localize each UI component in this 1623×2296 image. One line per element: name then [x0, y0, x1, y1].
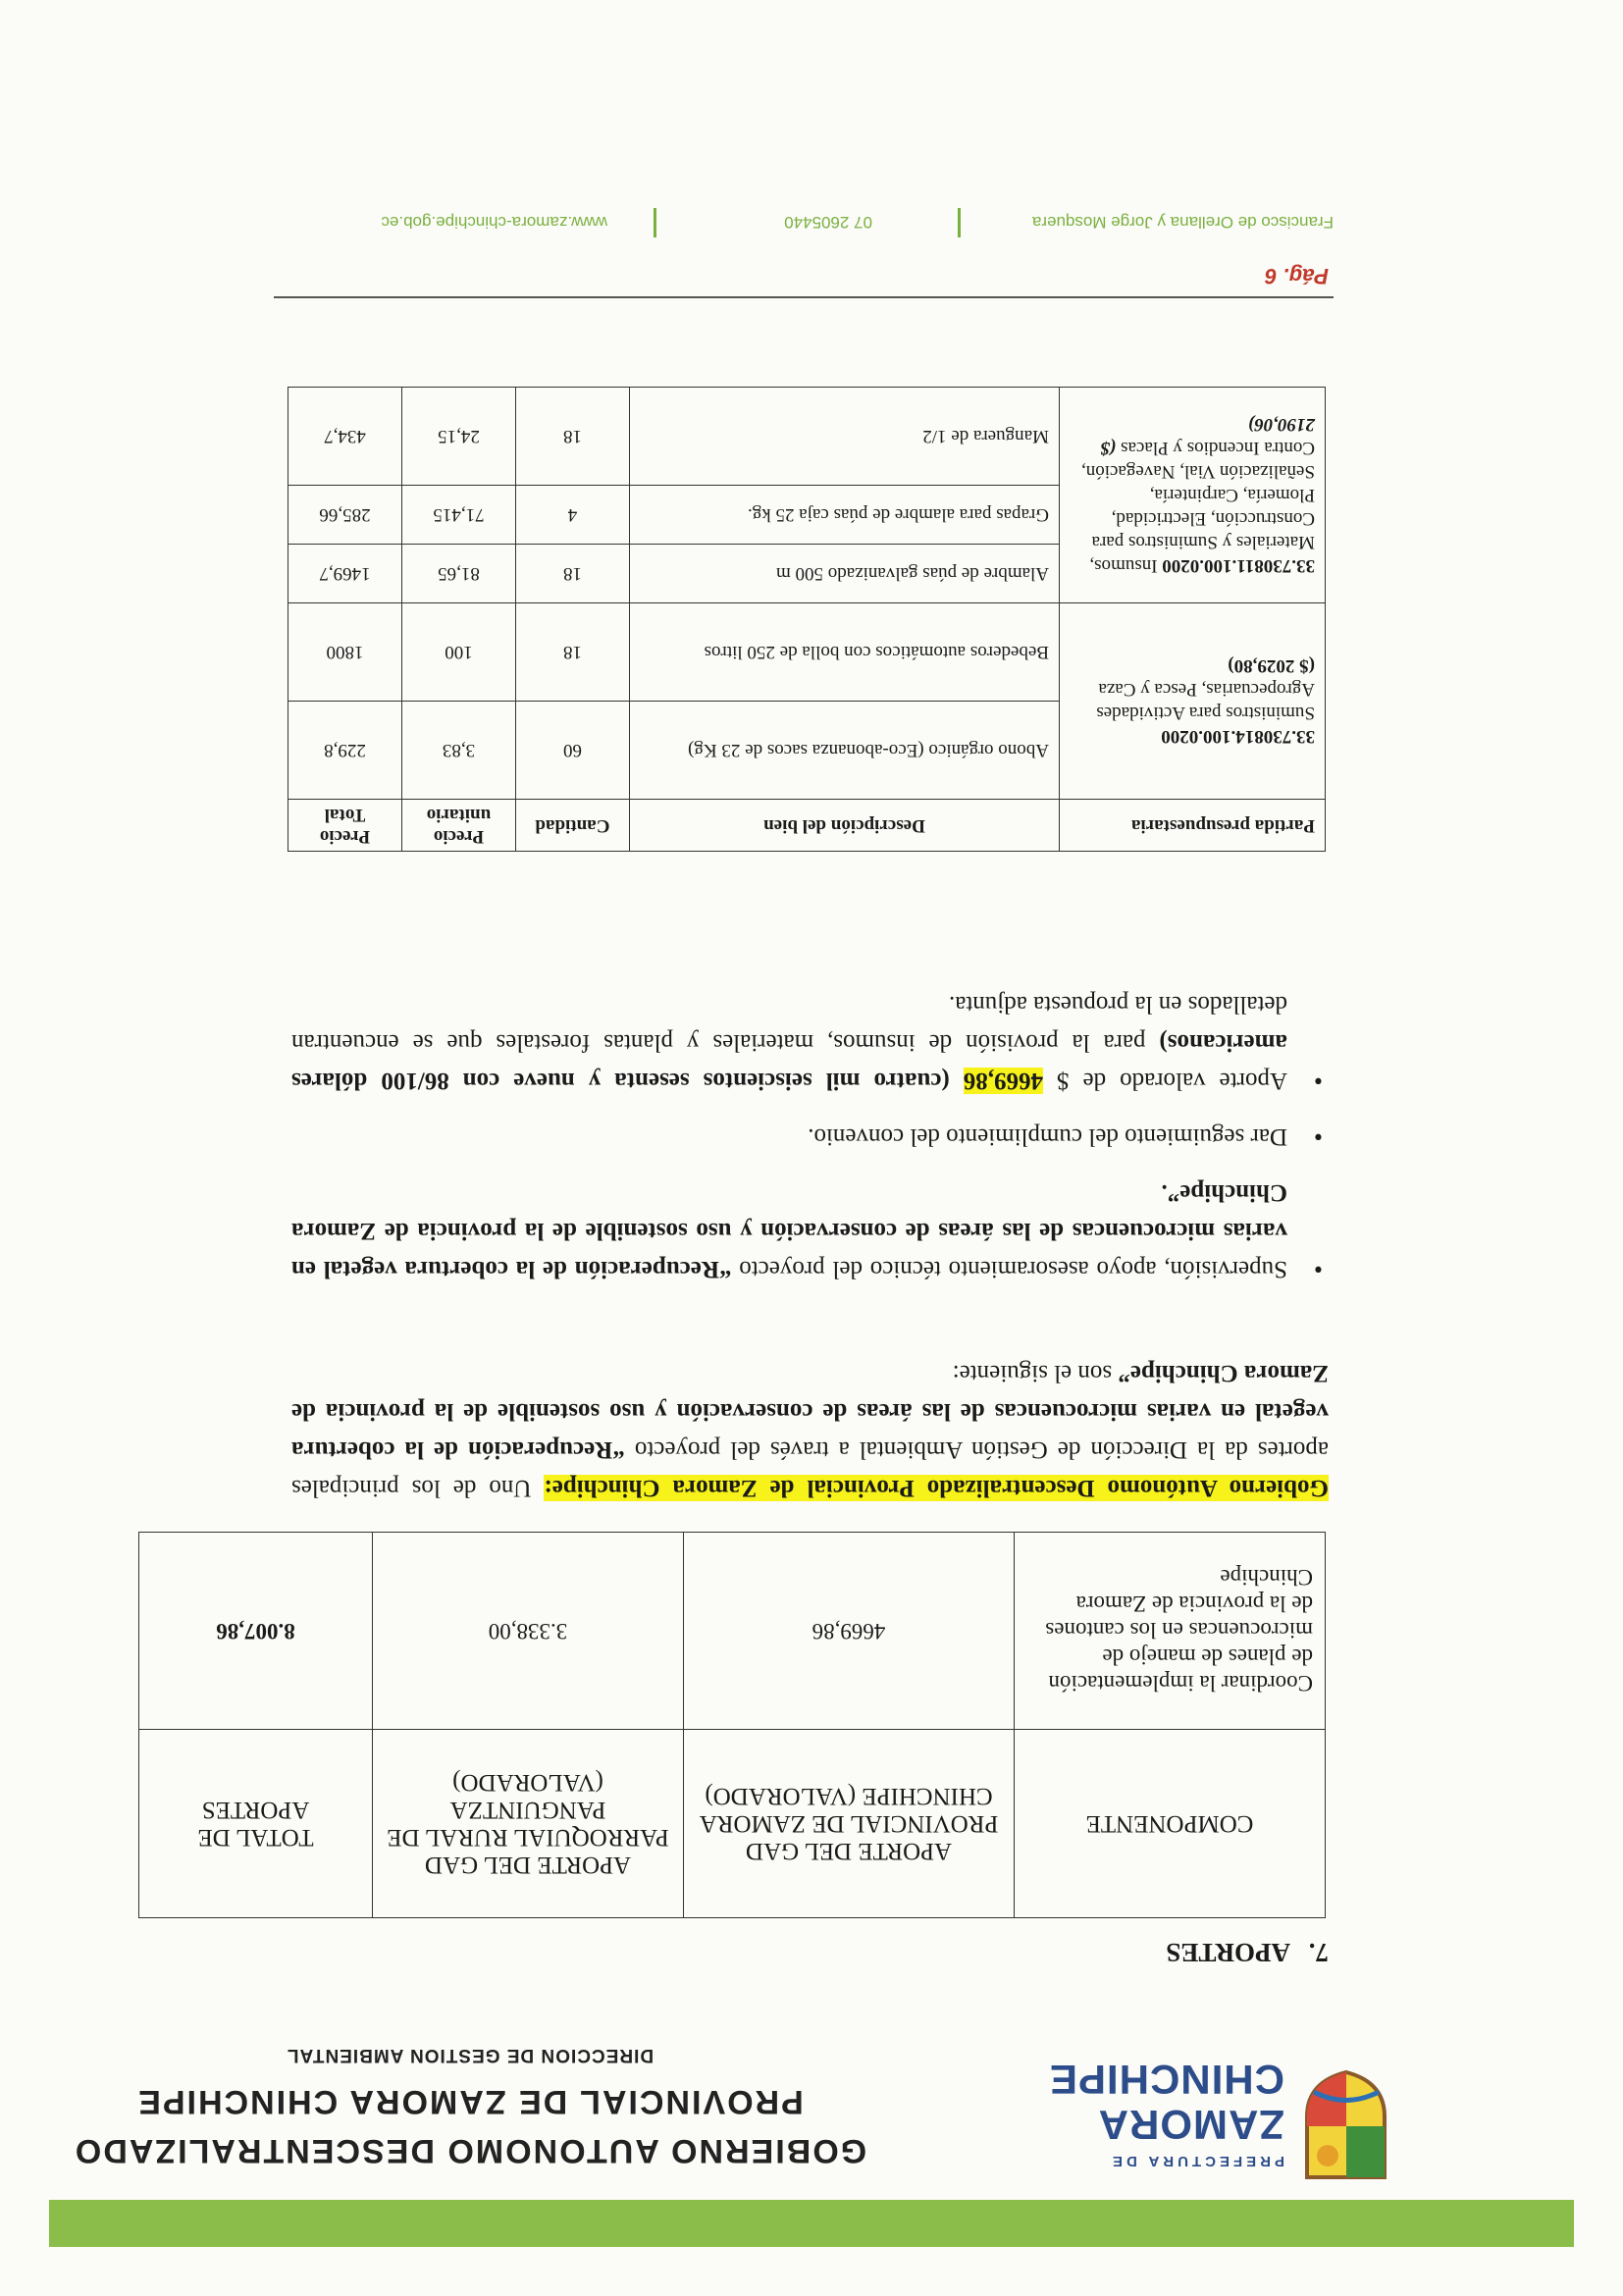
logo-small-text: PREFECTURA DE: [1109, 2153, 1284, 2169]
table-header-row: [288, 800, 1326, 852]
bullet-bold-text: (cuatro mil seiscientos sesenta y nueve con 86/100 dólares americanos): [291, 1029, 1287, 1094]
item-cell: Bebederos automáticos con bolla de 250 litros: [630, 603, 1060, 702]
prefecture-logo: [843, 1989, 1392, 2185]
column-header: Precio Total: [288, 800, 402, 852]
column-header: Precio unitario: [402, 800, 516, 852]
total-cell: 8.007,86: [139, 1533, 373, 1730]
unit-price-cell: 100: [402, 603, 516, 702]
total-price-cell: 434,7: [288, 388, 402, 486]
intro-text-end: son el siguiente:: [952, 1360, 1119, 1386]
unit-price-cell: 71,415: [402, 486, 516, 545]
document-header: [19, 1959, 1392, 2195]
section-title: APORTES: [1166, 1938, 1290, 1967]
componente-cell: Coordinar la implementación de planes de manejo de microcuencas en los cantones de la provincia de Zamora Chinchipe: [1015, 1533, 1326, 1730]
contributions-table: [138, 1532, 1326, 1918]
column-header: TOTAL DE APORTES: [139, 1730, 373, 1918]
budget-code: 33.730814.100.0200: [1161, 726, 1315, 748]
table-header-row: [139, 1730, 1326, 1918]
column-header: Cantidad: [516, 800, 630, 852]
bullet-bold-text: “Recuperación de la cobertura vegetal en varias microcuencas de las áreas de conservación y uso sostenible de la provincia de Zamora Chinchipe”.: [291, 1179, 1287, 1282]
page-number: Pág. 6: [1265, 264, 1329, 288]
gad-parroquial-cell: 3.338,00: [373, 1533, 684, 1730]
unit-price-cell: 81,65: [402, 545, 516, 603]
item-cell: Alambre de púas galvanizado 500 m: [630, 545, 1060, 603]
budget-line-cell: [1060, 603, 1326, 800]
total-price-cell: 285,66: [288, 486, 402, 545]
list-item: [291, 985, 1329, 1100]
table-row: [288, 545, 1326, 603]
intro-paragraph: [291, 1354, 1329, 1507]
unit-price-cell: 24,15: [402, 388, 516, 486]
budget-description: Insumos, Materiales y Suministros para Construcción, Electricidad, Plomería, Carpintería, Señalización Vial, Navegación, Contra Incendios y Placas: [1080, 438, 1315, 577]
qty-cell: 18: [516, 545, 630, 603]
section-number: 7.: [1308, 1938, 1329, 1967]
qty-cell: 18: [516, 388, 630, 486]
column-header: Descripción del bien: [630, 800, 1060, 852]
list-item: [291, 1174, 1329, 1288]
contributions-list: [291, 967, 1329, 1288]
total-price-cell: 1469,7: [288, 545, 402, 603]
intro-text: Uno de los principales aportes da la Dirección de Gestión Ambiental a través del proyecto: [291, 1436, 1329, 1501]
footer-separator: [654, 208, 656, 237]
project-name: “Recuperación de la cobertura vegetal en varias microcuencas de las áreas de conservación y uso sostenible de la provincia de Zamora Chinchipe”: [290, 1360, 1329, 1463]
bullet-text: Aporte valorado de $: [1043, 1068, 1287, 1094]
table-row: [288, 702, 1326, 800]
total-price-cell: 1800: [288, 603, 402, 702]
footer-address: Francisco de Orellana y Jorge Mosquera: [1031, 213, 1334, 232]
section-heading: [1166, 1937, 1329, 1967]
list-item: [291, 1118, 1329, 1156]
footer-phone: 07 2605440: [784, 213, 872, 232]
qty-cell: 60: [516, 702, 630, 800]
coat-of-arms-icon: [1299, 2067, 1392, 2185]
bullet-text: Dar seguimiento del cumplimiento del convenio.: [808, 1123, 1287, 1150]
column-header: APORTE DEL GAD PROVINCIAL DE ZAMORA CHINCHIPE (VALORADO): [684, 1730, 1015, 1918]
organization-title: GOBIERNO AUTONOMO DESCENTRALIZADO PROVINCIAL DE ZAMORA CHINCHIPE: [73, 2083, 867, 2169]
budget-code: 33.730811.100.0200: [1162, 555, 1315, 577]
qty-cell: 18: [516, 603, 630, 702]
budget-amount: ($ 2029,80): [1228, 655, 1315, 677]
footer-separator: [958, 208, 961, 237]
organization-subtitle: DIRECCION DE GESTION AMBIENTAL: [286, 2045, 654, 2065]
bullet-text: Supervisión, apoyo asesoramiento técnico del proyecto: [731, 1256, 1287, 1282]
footer-website: www.zamora-chinchipe.gob.ec: [381, 213, 607, 232]
column-header: COMPONENTE: [1015, 1730, 1326, 1918]
budget-description: Suministros para Actividades Agropecuarias, Pesca y Caza: [1096, 679, 1315, 724]
item-cell: Manguera de 1/2: [630, 388, 1060, 486]
gad-provincial-cell: 4669,86: [684, 1533, 1015, 1730]
total-price-cell: 229,8: [288, 702, 402, 800]
table-row: [139, 1533, 1326, 1730]
column-header: APORTE DEL GAD PARROQUIAL RURAL DE PANGUINTZA (VALORADO): [373, 1730, 684, 1918]
column-header: Partida presupuestaria: [1060, 800, 1326, 852]
highlighted-entity: Gobierno Autónomo Descentralizado Provincial de Zamora Chinchipe:: [544, 1475, 1329, 1501]
unit-price-cell: 3,83: [402, 702, 516, 800]
qty-cell: 4: [516, 486, 630, 545]
logo-line-1: ZAMORA: [1097, 2102, 1284, 2148]
highlighted-amount: 4669,86: [963, 1068, 1044, 1094]
item-cell: Grapas para alambre de púas caja 25 kg.: [630, 486, 1060, 545]
header-green-bar: [49, 2200, 1574, 2247]
bullet-text: para la provisión de insumos, materiales y plantas forestales que se encuentran detallados en la propuesta adjunta.: [291, 991, 1287, 1056]
logo-line-2: CHINCHIPE: [1048, 2057, 1284, 2103]
budget-line-cell: [1060, 388, 1326, 603]
budget-table: [288, 387, 1326, 852]
item-cell: Abono orgánico (Eco-abonanza sacos de 23 Kg): [630, 702, 1060, 800]
footer-divider: [274, 297, 1334, 299]
budget-amount: ($ 2190,06): [1100, 414, 1315, 459]
